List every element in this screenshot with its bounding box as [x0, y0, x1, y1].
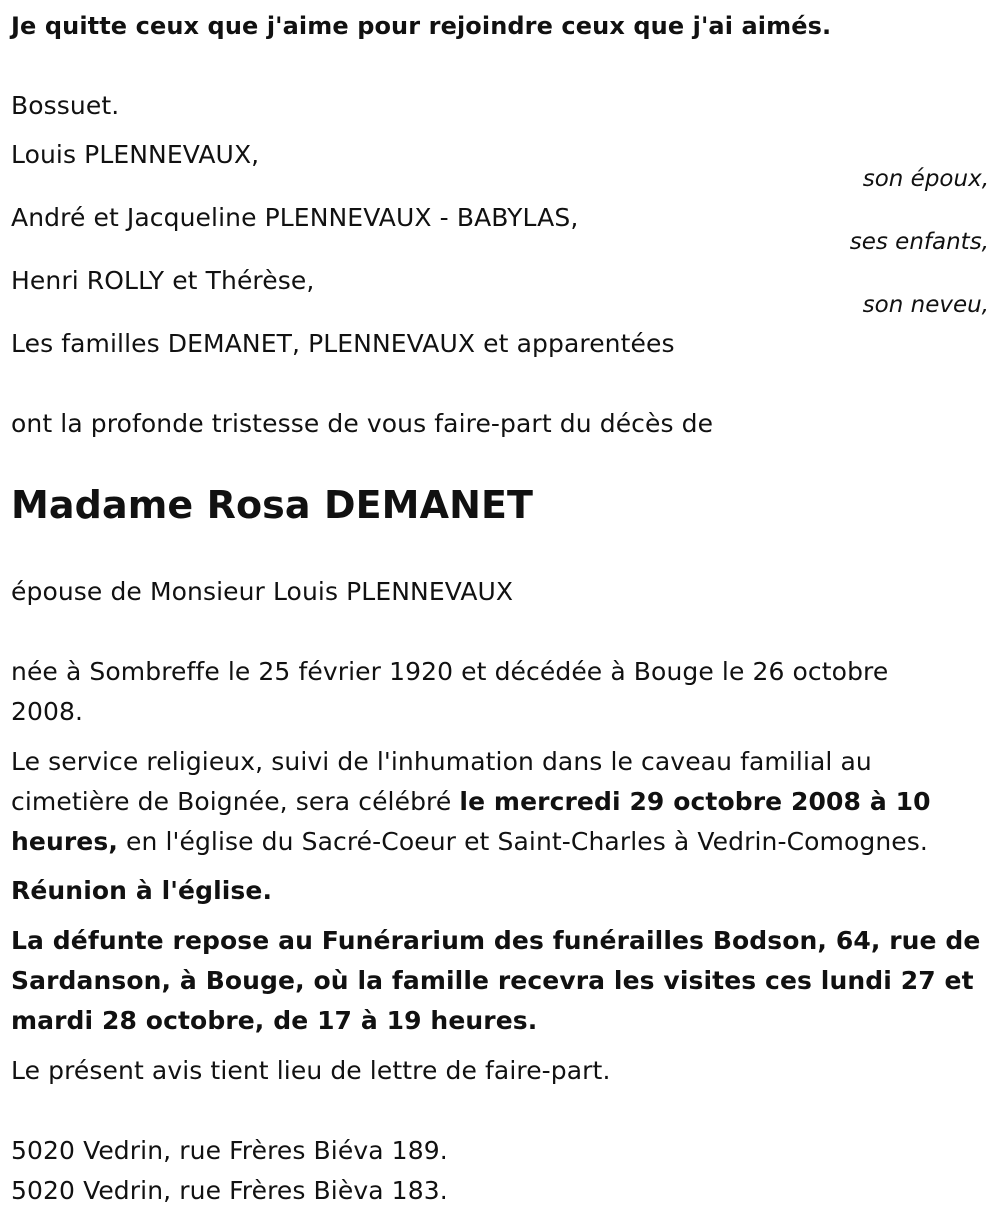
birth-death-line-1: née à Sombreffe le 25 février 1920 et décédée à Bouge le 26 octobre [11, 657, 889, 686]
family-relation-2: ses enfants, [849, 229, 989, 255]
service-line-2-normal: cimetière de Boignée, sera célébré [11, 787, 460, 816]
funerarium-line-1: La défunte repose au Funérarium des funérailles Bodson, 64, rue de [11, 926, 981, 955]
service-location: en l'église du Sacré-Coeur et Saint-Charles à Vedrin-Comognes. [117, 827, 928, 856]
family-name-2: André et Jacqueline PLENNEVAUX - BABYLAS, [11, 203, 579, 232]
announcement-line: ont la profonde tristesse de vous faire-part du décès de [11, 409, 714, 438]
funerarium-line-3: mardi 28 octobre, de 17 à 19 heures. [11, 1006, 538, 1035]
family-relation-1: son époux, [862, 166, 989, 192]
address-2: 5020 Vedrin, rue Frères Bièva 183. [11, 1176, 448, 1205]
notice-line: Le présent avis tient lieu de lettre de faire-part. [11, 1056, 611, 1085]
service-line-1: Le service religieux, suivi de l'inhumation dans le caveau familial au [11, 747, 872, 776]
birth-death-line-2: 2008. [11, 697, 84, 726]
deceased-name: Madame Rosa DEMANET [11, 483, 534, 527]
service-line-2 [11, 782, 931, 822]
spouse-line: épouse de Monsieur Louis PLENNEVAUX [11, 577, 514, 606]
family-relation-3: son neveu, [862, 292, 989, 318]
place-line: Bossuet. [11, 91, 120, 120]
address-1: 5020 Vedrin, rue Frères Biéva 189. [11, 1136, 448, 1165]
family-name-4: Les familles DEMANET, PLENNEVAUX et apparentées [11, 329, 675, 358]
funerarium-line-2: Sardanson, à Bouge, où la famille recevra les visites ces lundi 27 et [11, 966, 974, 995]
service-hour: heures, [11, 827, 118, 856]
service-line-3 [11, 822, 928, 862]
opening-quote: Je quitte ceux que j'aime pour rejoindre ceux que j'ai aimés. [11, 12, 832, 40]
reunion-line: Réunion à l'église. [11, 876, 273, 905]
family-name-3: Henri ROLLY et Thérèse, [11, 266, 315, 295]
family-name-1: Louis PLENNEVAUX, [11, 140, 260, 169]
service-date: le mercredi 29 octobre 2008 à 10 [459, 787, 931, 816]
